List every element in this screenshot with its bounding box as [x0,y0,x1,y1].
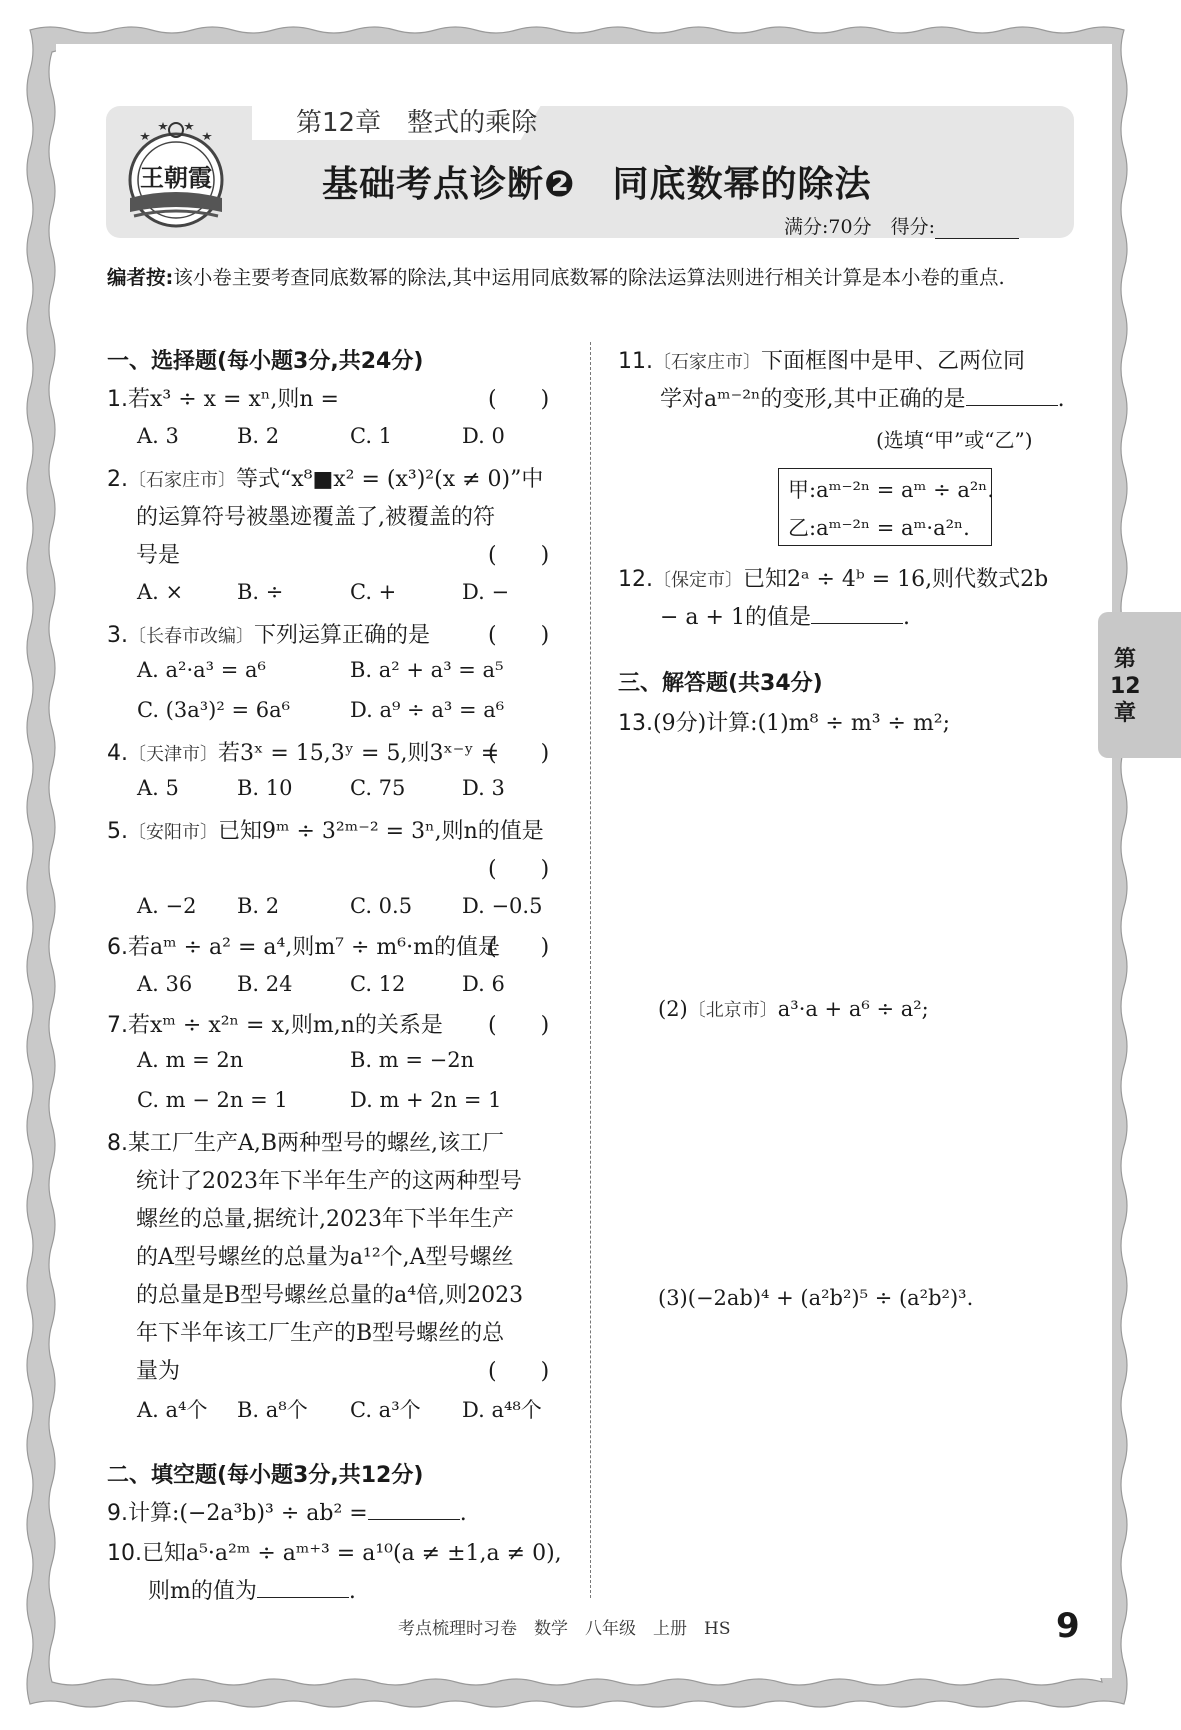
question-13 [618,706,950,737]
answer-blank[interactable] [257,1577,349,1598]
question-number: 9. [107,1501,128,1526]
option-b[interactable]: B. a⁸个 [237,1398,308,1422]
question-2 [107,462,543,493]
question-number: 10. [107,1541,142,1566]
question-number: 6. [107,935,128,960]
question-text: 若xᵐ ÷ x²ⁿ = x,则m,n的关系是 [128,1013,443,1038]
source-tag: 〔石家庄市〕 [653,352,761,373]
option-c[interactable]: C. 1 [350,424,393,448]
question-10 [107,1536,562,1567]
answer-blank[interactable] [368,1499,460,1520]
score-label: 满分:70分 得分: [784,216,935,238]
question-number: 1. [107,387,128,412]
option-a[interactable]: A. −2 [137,894,197,918]
question-text: (9分)计算:(1)m⁸ ÷ m³ ÷ m²; [653,711,951,736]
question-10-line-2 [148,1574,356,1605]
option-c[interactable]: C. 12 [350,972,406,996]
page-number: 9 [1056,1606,1080,1646]
part-label: (2) [658,997,688,1021]
question-end: . [348,1579,356,1604]
question-number: 11. [618,349,653,374]
question-number: 13. [618,711,653,736]
question-4 [107,736,499,767]
option-c[interactable]: C. + [350,580,397,604]
question-number: 2. [107,467,128,492]
question-8-line: 的A型号螺丝的总量为a¹²个,A型号螺丝 [136,1245,514,1270]
question-8-line: 统计了2023年下半年生产的这两种型号 [136,1169,522,1194]
question-text: 则m的值为 [148,1579,257,1604]
answer-paren-8[interactable]: ( ) [488,1359,550,1384]
question-number: 4. [107,741,128,766]
question-13-part-3: (3)(−2ab)⁴ + (a²b²)⁵ ÷ (a²b²)³. [658,1286,974,1310]
publisher-seal-logo [120,112,232,234]
question-text: 学对aᵐ⁻²ⁿ的变形,其中正确的是 [660,387,966,412]
question-number: 8. [107,1131,128,1156]
score-blank[interactable] [935,220,1019,239]
option-c[interactable]: C. 0.5 [350,894,413,918]
option-d[interactable]: D. a⁹ ÷ a³ = a⁶ [350,698,505,722]
question-end: . [1057,387,1065,412]
option-b[interactable]: B. 2 [237,424,280,448]
editor-note [107,260,1075,296]
answer-paren-4[interactable]: ( ) [488,741,550,766]
question-text: 下列运算正确的是 [254,623,431,648]
question-13-part-2 [658,996,929,1022]
chapter-side-label: 第12章 [1110,647,1141,726]
question-end: . [459,1501,467,1526]
question-text: 已知a⁵·a²ᵐ ÷ aᵐ⁺³ = a¹⁰(a ≠ ±1,a ≠ 0), [142,1541,562,1566]
question-2-line-3: 号是 [136,543,181,568]
question-text: 若x³ ÷ x = xⁿ,则n = [128,387,339,412]
question-end: . [902,605,910,630]
option-c[interactable]: C. (3a³)² = 6a⁶ [137,698,291,722]
answer-paren-5[interactable]: ( ) [488,857,550,882]
column-divider [590,342,591,1598]
answer-paren-6[interactable]: ( ) [488,935,550,960]
option-d[interactable]: D. 6 [462,972,505,996]
question-7 [107,1008,443,1039]
question-text: 若3ˣ = 15,3ʸ = 5,则3ˣ⁻ʸ = [218,741,500,766]
option-a[interactable]: A. 3 [137,424,179,448]
option-c[interactable]: C. m − 2n = 1 [137,1088,288,1112]
option-yi: 乙:aᵐ⁻²ⁿ = aᵐ·a²ⁿ. [788,516,970,540]
option-d[interactable]: D. 0 [462,424,505,448]
option-b[interactable]: B. 24 [237,972,293,996]
question-text: 已知2ᵃ ÷ 4ᵇ = 16,则代数式2b [743,567,1049,592]
question-12 [618,562,1048,593]
option-a[interactable]: A. a²·a³ = a⁶ [137,658,266,682]
score-line [784,212,1019,239]
question-12-line-2 [660,600,910,631]
question-11 [618,344,1025,375]
page-title: 基础考点诊断❷ 同底数幂的除法 [322,164,872,205]
svg-text:王朝霞: 王朝霞 [140,163,212,192]
question-text: − a + 1的值是 [660,605,811,630]
question-number: 12. [618,567,653,592]
option-jia: 甲:aᵐ⁻²ⁿ = aᵐ ÷ a²ⁿ. [788,478,995,502]
option-b[interactable]: B. a² + a³ = a⁵ [350,658,504,682]
question-text: 若aᵐ ÷ a² = a⁴,则m⁷ ÷ m⁶·m的值是 [128,935,500,960]
editor-note-text: 该小卷主要考查同底数幂的除法,其中运用同底数幂的除法运算法则进行相关计算是本小卷的重点. [173,266,1005,289]
question-1 [107,382,339,413]
option-a[interactable]: A. m = 2n [137,1048,244,1072]
option-d[interactable]: D. −0.5 [462,894,543,918]
option-b[interactable]: B. m = −2n [350,1048,475,1072]
question-text: 下面框图中是甲、乙两位同 [761,349,1026,374]
option-c[interactable]: C. a³个 [350,1398,421,1422]
option-d[interactable]: D. − [462,580,510,604]
option-a[interactable]: A. a⁴个 [137,1398,208,1422]
option-d[interactable]: D. m + 2n = 1 [350,1088,502,1112]
question-3 [107,618,430,649]
part-text: a³·a + a⁶ ÷ a²; [777,997,929,1021]
option-b[interactable]: B. 10 [237,776,293,800]
section-3-title: 三、解答题(共34分) [618,671,823,696]
question-8-line: 量为 [136,1359,181,1384]
source-tag: 〔天津市〕 [128,744,218,765]
question-9 [107,1496,467,1527]
answer-paren-1[interactable]: ( ) [488,387,550,412]
option-c[interactable]: C. 75 [350,776,406,800]
answer-blank[interactable] [811,603,903,624]
option-a[interactable]: A. × [137,580,184,604]
source-tag: 〔北京市〕 [687,1000,778,1021]
source-tag: 〔保定市〕 [653,570,743,591]
question-2-line-2: 的运算符号被墨迹覆盖了,被覆盖的符 [136,505,495,530]
question-text: 等式“x⁸■x² = (x³)²(x ≠ 0)”中 [236,467,544,492]
question-number: 3. [107,623,128,648]
chapter-label: 第12章 整式的乘除 [296,108,538,138]
editor-note-label: 编者按: [107,266,174,289]
question-6 [107,930,500,961]
option-b[interactable]: B. ÷ [237,580,284,604]
section-1-title: 一、选择题(每小题3分,共24分) [107,349,424,374]
question-8-line: 螺丝的总量,据统计,2023年下半年生产 [136,1207,514,1232]
answer-paren-3[interactable]: ( ) [488,623,550,648]
option-d[interactable]: D. a⁴⁸个 [462,1398,542,1422]
question-text: 已知9ᵐ ÷ 3²ᵐ⁻² = 3ⁿ,则n的值是 [218,819,544,844]
question-number: 5. [107,819,128,844]
question-8-line: 的总量是B型号螺丝总量的a⁴倍,则2023 [136,1283,524,1308]
question-5 [107,814,544,845]
question-11-line-2 [660,382,1065,413]
option-a[interactable]: A. 5 [137,776,179,800]
section-2-title: 二、填空题(每小题3分,共12分) [107,1463,424,1488]
option-d[interactable]: D. 3 [462,776,505,800]
question-8-line: 年下半年该工厂生产的B型号螺丝的总 [136,1321,505,1346]
option-a[interactable]: A. 36 [137,972,193,996]
question-11-hint: (选填“甲”或“乙”) [876,428,1033,452]
answer-blank[interactable] [966,385,1058,406]
source-tag: 〔石家庄市〕 [128,470,236,491]
source-tag: 〔安阳市〕 [128,822,218,843]
question-number: 7. [107,1013,128,1038]
question-text: 计算:(−2a³b)³ ÷ ab² = [128,1501,368,1526]
option-b[interactable]: B. 2 [237,894,280,918]
source-tag: 〔长春市改编〕 [128,626,254,647]
question-text: 某工厂生产A,B两种型号的螺丝,该工厂 [128,1131,505,1156]
answer-paren-7[interactable]: ( ) [488,1013,550,1038]
question-8 [107,1126,504,1157]
footer-text: 考点梳理时习卷 数学 八年级 上册 HS [398,1619,731,1639]
answer-paren-2[interactable]: ( ) [488,543,550,568]
